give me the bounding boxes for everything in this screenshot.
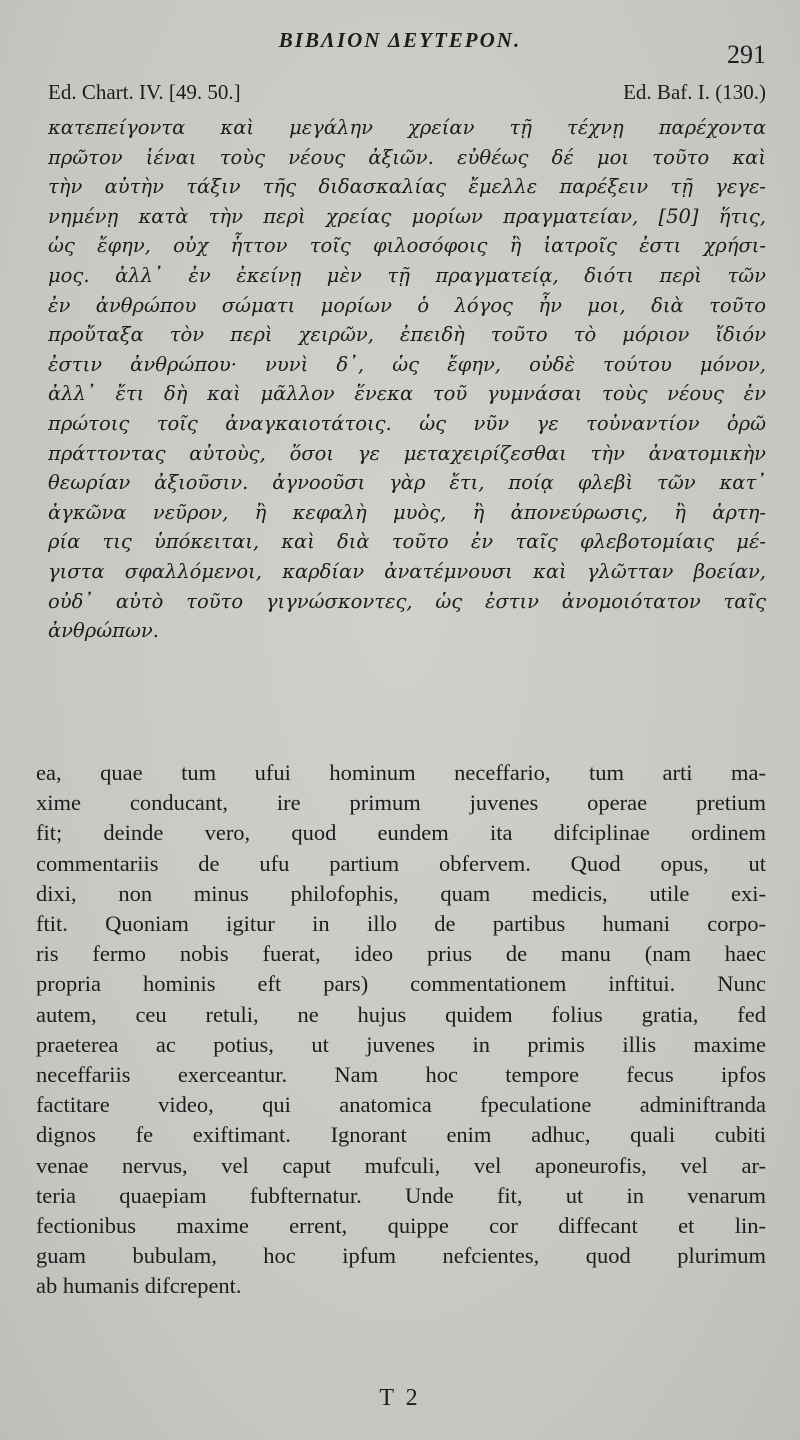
latin-text-line: ea, quae tum ufui hominum neceffario, tum arti ma- xyxy=(36,760,766,785)
latin-text-line: dignos fe exiftimant. Ignorant enim adhuc, quali cubiti xyxy=(36,1122,766,1148)
running-head: ΒΙΒΛΙΟΝ ΔΕΥΤΕΡΟΝ. xyxy=(278,28,522,52)
greek-text-line: ρία τις ὑπόκειται, καὶ διὰ τοῦτο ἐν ταῖς φλεβοτομίαις μέ- xyxy=(48,530,766,554)
latin-text-line: commentariis de ufu partium obfervem. Quod opus, ut xyxy=(36,850,766,876)
signature-mark: T 2 xyxy=(379,1385,421,1411)
greek-text-line: τὴν αὐτὴν τάξιν τῆς διδασκαλίας ἔμελλε παρέξειν τῇ γεγε- xyxy=(48,175,766,199)
latin-text-line: praeterea ac potius, ut juvenes in primis illis maxime xyxy=(36,1031,766,1057)
greek-text-line: γιστα σφαλλόμενοι, καρδίαν ἀνατέμνουσι καὶ γλῶτταν βοείαν, xyxy=(48,559,766,583)
latin-text-line: fit; deinde vero, quod eundem ita difciplinae ordinem xyxy=(36,820,766,846)
greek-text-line: ἐστιν ἀνθρώπου· νυνὶ δ᾽, ὡς ἔφην, οὐδὲ τούτου μόνον, xyxy=(48,352,766,376)
latin-text-line: ab humanis difcrepent. xyxy=(36,1273,242,1299)
latin-text-line: xime conducant, ire primum juvenes operae pretium xyxy=(36,790,766,816)
latin-text-block xyxy=(36,758,766,1302)
greek-text-block xyxy=(48,113,766,646)
greek-text-line: ἐν ἀνθρώπου σώματι μορίων ὁ λόγος ἦν μοι, διὰ τοῦτο xyxy=(48,293,766,317)
latin-text-line: factitare video, qui anatomica fpeculatione adminiftranda xyxy=(36,1092,766,1118)
latin-text-line: autem, ceu retuli, ne hujus quidem folius gratia, fed xyxy=(36,1001,766,1027)
greek-text-line: πρώτοις τοῖς ἀναγκαιοτάτοις. ὡς νῦν γε τοὐναντίον ὁρῶ xyxy=(48,411,766,435)
edition-basel-reference: Ed. Baf. I. (130.) xyxy=(623,80,766,104)
latin-text-line: ftit. Quoniam igitur in illo de partibus humani corpo- xyxy=(36,911,766,937)
latin-text-line: fectionibus maxime errent, quippe cor diffecant et lin- xyxy=(36,1213,766,1239)
latin-text-line: teria quaepiam fubfternatur. Unde fit, ut in venarum xyxy=(36,1182,766,1208)
page-number: 291 xyxy=(727,40,766,69)
greek-text-line: νημένῃ κατὰ τὴν περὶ χρείας μορίων πραγματείαν, [50] ἥτις, xyxy=(48,204,766,228)
latin-text-line: neceffariis exerceantur. Nam hoc tempore fecus ipfos xyxy=(36,1062,766,1088)
greek-text-line: ὡς ἔφην, οὐχ ἧττον τοῖς φιλοσόφοις ἢ ἰατροῖς ἐστι χρήσι- xyxy=(48,234,766,258)
latin-text-line: dixi, non minus philofophis, quam medicis, utile exi- xyxy=(36,880,766,906)
greek-text-line: ἀλλ᾽ ἔτι δὴ καὶ μᾶλλον ἕνεκα τοῦ γυμνάσαι τοὺς νέους ἐν xyxy=(48,382,766,406)
latin-text-line: guam bubulam, hoc ipfum nefcientes, quod plurimum xyxy=(36,1243,766,1269)
edition-chart-reference: Ed. Chart. IV. [49. 50.] xyxy=(48,80,241,104)
greek-text-line: πράττοντας αὐτοὺς, ὅσοι γε μεταχειρίζεσθαι τὴν ἀνατομικὴν xyxy=(48,441,766,465)
edition-reference-line xyxy=(48,80,766,105)
greek-text-line: οὐδ᾽ αὐτὸ τοῦτο γιγνώσκοντες, ὡς ἐστιν ἀνομοιότατον ταῖς xyxy=(48,589,766,613)
latin-text-line: ris fermo nobis fuerat, ideo prius de manu (nam haec xyxy=(36,941,766,967)
greek-text-line: πρῶτον ἰέναι τοὺς νέους ἀξιῶν. εὐθέως δέ μοι τοῦτο καὶ xyxy=(48,145,766,169)
greek-text-line: μος. ἀλλ᾽ ἐν ἐκείνῃ μὲν τῇ πραγματείᾳ, διότι περὶ τῶν xyxy=(48,263,766,287)
latin-text-line: propria hominis eft pars) commentationem inftitui. Nunc xyxy=(36,971,766,997)
greek-text-line: προὔταξα τὸν περὶ χειρῶν, ἐπειδὴ τοῦτο τὸ μόριον ἴδιόν xyxy=(48,323,766,347)
greek-text-line: θεωρίαν ἀξιοῦσιν. ἀγνοοῦσι γὰρ ἔτι, ποίᾳ φλεβὶ τῶν κατ᾽ xyxy=(48,471,766,495)
greek-text-line: ἀνθρώπων. xyxy=(48,619,159,643)
greek-text-line: ἀγκῶνα νεῦρον, ἢ κεφαλὴ μυὸς, ἢ ἀπονεύρωσις, ἢ ἀρτη- xyxy=(48,500,766,524)
greek-text-line: κατεπείγοντα καὶ μεγάλην χρείαν τῇ τέχνῃ παρέχοντα xyxy=(48,116,766,139)
latin-text-line: venae nervus, vel caput mufculi, vel aponeurofis, vel ar- xyxy=(36,1152,766,1178)
